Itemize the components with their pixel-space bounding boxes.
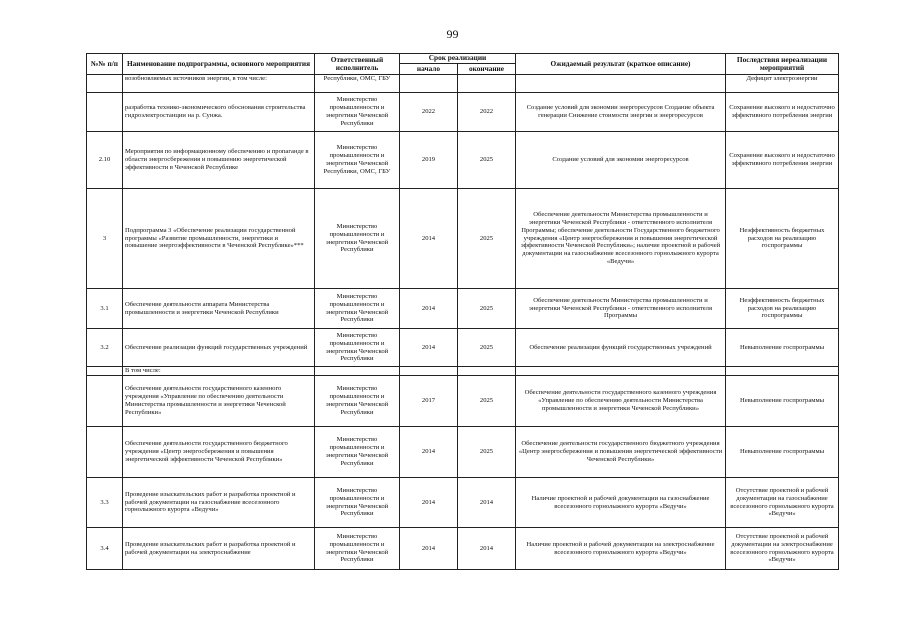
row-num: 3 <box>87 189 123 289</box>
header-responsible: Ответственный исполнитель <box>315 54 400 75</box>
row-consequence: Отсутствие проектной и рабочей документации на электроснабжение всесезонного горнолыжного курорта «Ведучи» <box>726 528 839 570</box>
row-end: 2014 <box>458 528 516 570</box>
row-start <box>400 367 458 376</box>
row-end: 2022 <box>458 93 516 132</box>
row-end: 2025 <box>458 189 516 289</box>
table-row <box>87 75 839 93</box>
row-num: 2.10 <box>87 132 123 189</box>
row-start: 2014 <box>400 478 458 528</box>
row-name: разработка технико-экономического обоснования строительства гидроэлектростанции на р. Сунжа. <box>123 93 315 132</box>
row-end: 2025 <box>458 376 516 427</box>
row-name: Обеспечение деятельности государственного бюджетного учреждения «Центр энергосбережения и повышения энергетической эффективности Чеченской Республики» <box>123 427 315 478</box>
row-start: 2017 <box>400 376 458 427</box>
table-row <box>87 528 839 570</box>
header-period: Срок реализации <box>400 54 516 64</box>
row-end: 2025 <box>458 132 516 189</box>
table-row <box>87 289 839 329</box>
row-result: Наличие проектной и рабочей документации на электроснабжение всесезонного горнолыжного курорта «Ведучи» <box>516 528 726 570</box>
row-responsible: Министерство промышленности и энергетики Чеченской Республики <box>315 93 400 132</box>
row-end: 2025 <box>458 289 516 329</box>
row-responsible: Республики, ОМС, ГБУ <box>315 75 400 93</box>
header-consequence: Последствия нереализации мероприятий <box>726 54 839 75</box>
row-result: Обеспечение деятельности государственного казенного учреждения «Управление по обеспечению деятельности Министерства промышленности и энергетики Чеченской Республики» <box>516 376 726 427</box>
header-name: Наименование подпрограммы, основного мероприятия <box>123 54 315 75</box>
row-name: Обеспечение деятельности аппарата Министерства промышленности и энергетики Чеченской Республики <box>123 289 315 329</box>
row-result: Создание условий для экономии энергоресурсов <box>516 132 726 189</box>
table-row <box>87 367 839 376</box>
row-num: 3.4 <box>87 528 123 570</box>
row-result <box>516 367 726 376</box>
row-responsible: Министерство промышленности и энергетики Чеченской Республики <box>315 289 400 329</box>
row-name: Проведение изыскательских работ и разработка проектной и рабочей документации на электроснабжение <box>123 528 315 570</box>
row-num: 3.1 <box>87 289 123 329</box>
row-consequence <box>726 367 839 376</box>
program-table <box>86 53 839 570</box>
row-start: 2019 <box>400 132 458 189</box>
row-result: Обеспечение деятельности Министерства промышленности и энергетики Чеченской Республики - ответственного исполнителя Программы <box>516 289 726 329</box>
table-row <box>87 132 839 189</box>
row-responsible: Министерство промышленности и энергетики Чеченской Республики <box>315 427 400 478</box>
row-end: 2025 <box>458 427 516 478</box>
row-num: 3.3 <box>87 478 123 528</box>
row-responsible: Министерство промышленности и энергетики Чеченской Республики <box>315 189 400 289</box>
row-consequence: Дефицит электроэнергии <box>726 75 839 93</box>
row-result: Наличие проектной и рабочей документации на газоснабжение всесезонного горнолыжного курорта «Ведучи» <box>516 478 726 528</box>
row-start: 2022 <box>400 93 458 132</box>
row-end: 2014 <box>458 478 516 528</box>
row-consequence: Невыполнение госпрограммы <box>726 329 839 367</box>
row-responsible: Министерство промышленности и энергетики Чеченской Республики <box>315 329 400 367</box>
row-name: Обеспечение реализации функций государственных учреждений <box>123 329 315 367</box>
table-row <box>87 93 839 132</box>
row-end: 2025 <box>458 329 516 367</box>
row-responsible: Министерство промышленности и энергетики Чеченской Республики <box>315 478 400 528</box>
row-responsible <box>315 367 400 376</box>
row-consequence: Невыполнение госпрограммы <box>726 376 839 427</box>
row-num <box>87 75 123 93</box>
row-consequence: Сохранение высокого и недостаточно эффективного потребления энергии <box>726 132 839 189</box>
row-start: 2014 <box>400 329 458 367</box>
table-row <box>87 427 839 478</box>
row-result: Обеспечение деятельности государственного бюджетного учреждения «Центр энергосбережения и повышения энергетической эффективности Чеченской Республики» <box>516 427 726 478</box>
header-end: окончание <box>458 64 516 75</box>
row-responsible: Министерство промышленности и энергетики Чеченской Республики <box>315 528 400 570</box>
row-name: Проведение изыскательских работ и разработка проектной и рабочей документации на газоснабжение всесезонного горнолыжного курорта «Ведучи» <box>123 478 315 528</box>
header-result: Ожидаемый результат (краткое описание) <box>516 54 726 75</box>
table-row <box>87 376 839 427</box>
row-consequence: Сохранение высокого и недостаточно эффективного потребления энергии <box>726 93 839 132</box>
page-number: 99 <box>446 27 459 41</box>
row-responsible: Министерство промышленности и энергетики Чеченской Республики, ОМС, ГБУ <box>315 132 400 189</box>
row-num: 3.2 <box>87 329 123 367</box>
header-start: начало <box>400 64 458 75</box>
row-start: 2014 <box>400 427 458 478</box>
row-result <box>516 75 726 93</box>
row-name: В том числе: <box>123 367 315 376</box>
row-result: Создание условий для экономии энергоресурсов Создание объекта генерации Снижение стоимости энергии и энергоресурсов <box>516 93 726 132</box>
row-responsible: Министерство промышленности и энергетики Чеченской Республики <box>315 376 400 427</box>
header-num: №№ п/п <box>87 54 123 75</box>
row-num <box>87 93 123 132</box>
row-start: 2014 <box>400 528 458 570</box>
row-consequence: Невыполнение госпрограммы <box>726 427 839 478</box>
row-consequence: Неэффективность бюджетных расходов на реализацию госпрограммы <box>726 189 839 289</box>
row-name: Обеспечение деятельности государственного казенного учреждения «Управление по обеспечению деятельности Министерства промышленности и энергетики Чеченской Республики» <box>123 376 315 427</box>
row-name: возобновляемых источников энергии, в том числе: <box>123 75 315 93</box>
row-num <box>87 427 123 478</box>
row-consequence: Отсутствие проектной и рабочей документации на газоснабжение всесезонного горнолыжного курорта «Ведучи» <box>726 478 839 528</box>
row-start: 2014 <box>400 189 458 289</box>
row-start <box>400 75 458 93</box>
row-result: Обеспечение деятельности Министерства промышленности и энергетики Чеченской Республики - ответственного исполнителя Программы; обеспечение деятельности Государственного бюджетного учреждения «Центр энергосбережения и повышения энергетической эффективности Чеченской Республики»; наличие проектной и рабочей документации на газоснабжение всесезонного горнолыжного курорта «Ведучи» <box>516 189 726 289</box>
row-end <box>458 367 516 376</box>
row-name: Подпрограмма 3 «Обеспечение реализации государственной программы «Развитие промышленности, энергетики и повышение энергоэффективности в Чеченской Республике»*** <box>123 189 315 289</box>
row-consequence: Неэффективность бюджетных расходов на реализацию госпрограммы <box>726 289 839 329</box>
row-num <box>87 376 123 427</box>
table-row <box>87 329 839 367</box>
row-end <box>458 75 516 93</box>
table-row <box>87 478 839 528</box>
row-num <box>87 367 123 376</box>
row-name: Мероприятия по информационному обеспечению и пропаганде в области энергосбережения и повышению энергетической эффективности в Чеченской Республике <box>123 132 315 189</box>
row-result: Обеспечение реализации функций государственных учреждений <box>516 329 726 367</box>
table-row <box>87 189 839 289</box>
row-start: 2014 <box>400 289 458 329</box>
